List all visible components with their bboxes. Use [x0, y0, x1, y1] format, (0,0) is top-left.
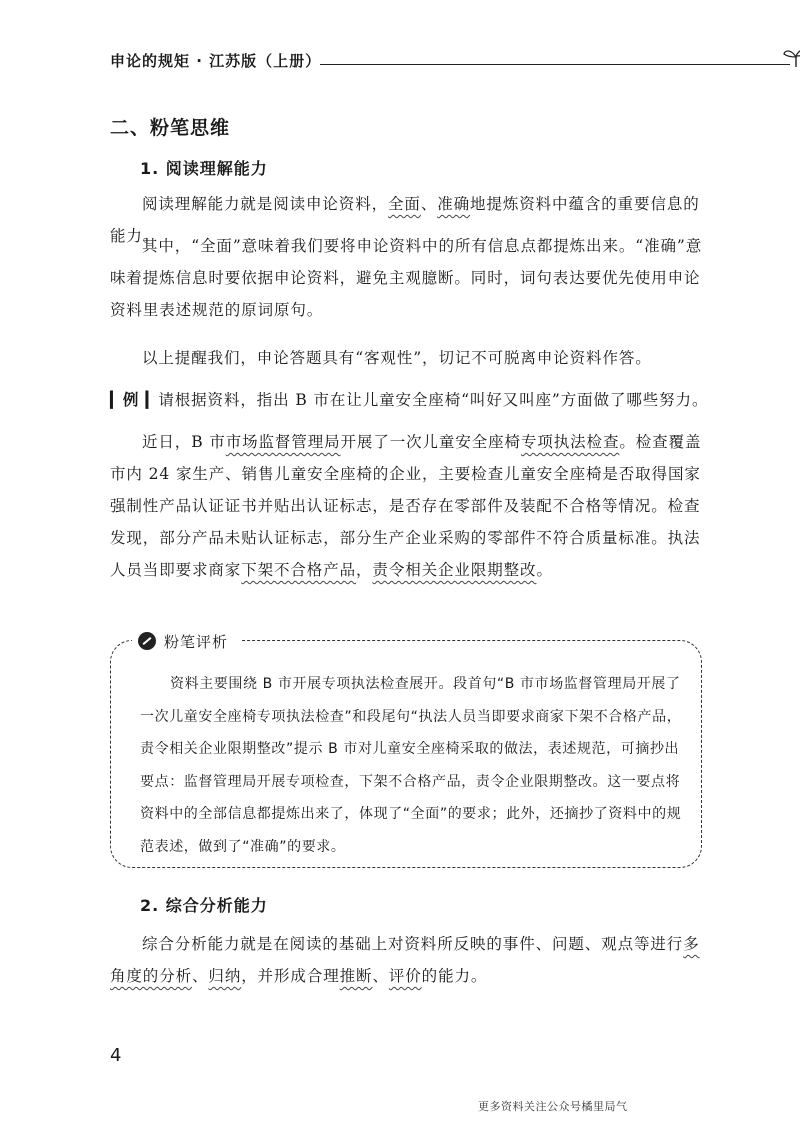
emphasis-span: 评价 [388, 967, 422, 985]
text-span: 。 [536, 561, 553, 579]
footer-note: 更多资料关注公众号橘里局气 [478, 1100, 628, 1113]
text-span: 近日，B 市 [142, 433, 226, 451]
emphasis-span: 下架不合格产品 [241, 561, 357, 579]
emphasis-span: 全面 [388, 195, 421, 213]
text-span: 阅读理解能力就是阅读申论资料， [142, 195, 389, 213]
emphasis-span: 责令相关企业限期整改 [372, 561, 537, 579]
section-title: 二、粉笔思维 [110, 117, 231, 139]
paragraph-analysis-definition [110, 928, 710, 992]
page-number: 4 [110, 1045, 122, 1066]
text-span: 开展了一次儿童安全座椅 [340, 433, 521, 451]
paragraph-explanation: 其中，“全面”意味着我们要将申论资料中的所有信息点都提炼出来。“准确”意味着提炼信息时要依据申论资料，避免主观臆断。同时，词句表达要优先使用申论资料里表述规范的原词原句。 [110, 237, 703, 319]
text-span: 综合分析能力就是在阅读的基础上对资料所反映的事件、问题、观点等进行 [142, 935, 684, 953]
example-mark: ▎例 ▎ [110, 391, 159, 409]
subsection-title-analysis: 2. 综合分析能力 [140, 896, 268, 915]
question-text: 请根据资料，指出 B 市在让儿童安全座椅“叫好又叫座”方面做了哪些努力。 [158, 391, 709, 409]
pen-icon [138, 632, 156, 650]
book-title: 申论的规矩 · 江苏版（上册） [110, 52, 322, 70]
example-question [110, 384, 710, 416]
sprout-icon [782, 46, 800, 68]
example-material [110, 426, 710, 586]
emphasis-span: 准确 [437, 195, 471, 213]
text-span: 、 [192, 967, 209, 985]
text-span: 地提炼资料中蕴含的重要信息的能力。 [110, 195, 700, 245]
emphasis-span: 归纳 [208, 967, 242, 985]
analysis-tag [132, 628, 242, 654]
header-rule [320, 64, 790, 65]
emphasis-span: 多角度的分析 [110, 935, 700, 985]
text-span: 的能力。 [421, 967, 488, 985]
emphasis-span: 专项执法检查 [520, 433, 620, 451]
running-header [110, 48, 730, 74]
analysis-label: 粉笔评析 [164, 632, 229, 651]
text-span: 、 [372, 967, 389, 985]
paragraph-reminder: 以上提醒我们，申论答题具有“客观性”，切记不可脱离申论资料作答。 [142, 349, 652, 367]
text-span: ，并形成合理 [241, 967, 340, 985]
text-span: 、 [420, 195, 438, 213]
subsection-title-reading: 1. 阅读理解能力 [140, 159, 268, 178]
text-span: ， [356, 561, 373, 579]
analysis-text: 资料主要围绕 B 市开展专项执法检查展开。段首句“B 市市场监督管理局开展了一次儿童安全座椅专项执法检查”和段尾句“执法人员当即要求商家下架不合格产品，责令相关企业限期整改”提示 B 市对儿童安全座椅采取的做法，表述规范，可摘抄出要点：监督管理局开展专项检查，下架不合格产品，责令企业限期整改。这一要点将资料中的全部信息都提炼出来了，体现了“全面”的要求；此外，还摘抄了资料中的规范表述，做到了“准确”的要求。 [140, 676, 682, 855]
emphasis-span: 市场监督管理局 [225, 433, 341, 451]
text-span: 。检查覆盖市内 24 家生产、销售儿童安全座椅的企业，主要检查儿童安全座椅是否取得国家强制性产品认证证书并贴出认证标志，是否存在零部件及装配不合格等情况。检查发现，部分产品未贴认证标志，部分生产企业采购的零部件不符合质量标准。执法人员当即要求商家 [110, 433, 702, 579]
emphasis-span: 推断 [339, 967, 373, 985]
